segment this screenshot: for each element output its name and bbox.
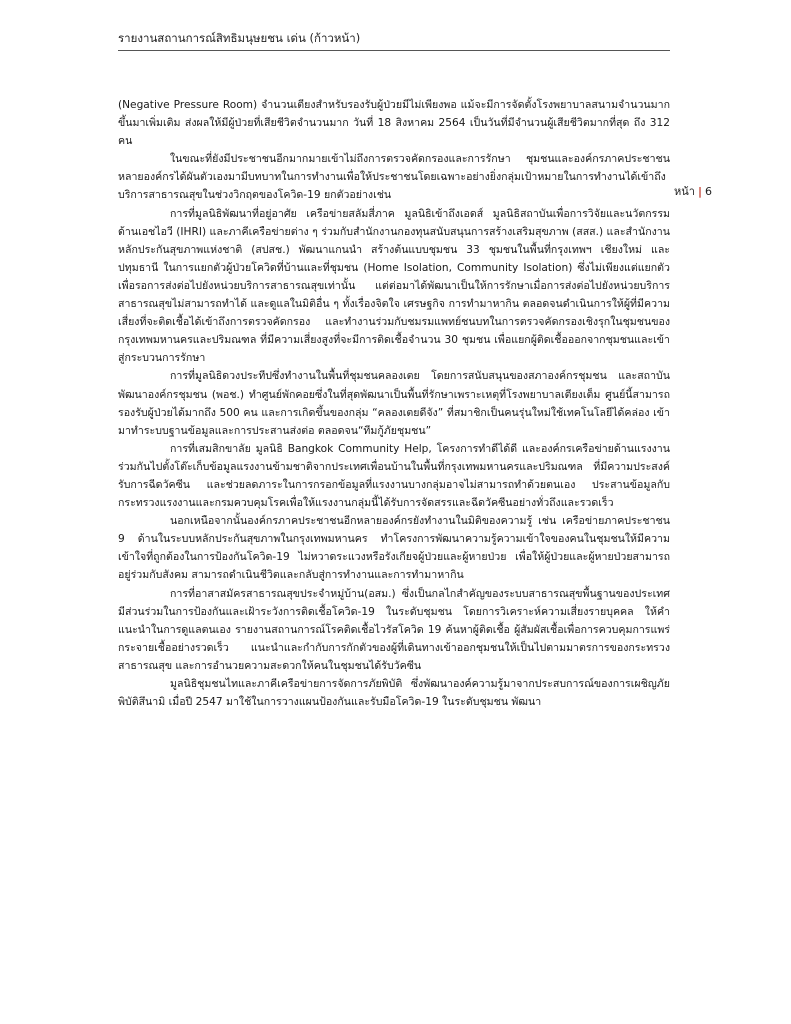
paragraph-6: นอกเหนือจากนั้นองค์กรภาคประชาชนอีกหลายองค์กรยังทำงานในมิติของความรู้ เช่น เครือข่ายภาคประชาชน 9 ด้านในระบบหลักประกันสุขภาพในกรุงเทพมหานคร ทำโครงการพัฒนาความรู้ความเข้าใจของคนในชุมชนให้มีความเข้าใจที่ถูกต้องในการป้องกันโควิด-19 ไม่หวาดระแวงหรือรังเกียจผู้ป่วยและผู้หายป่วย เพื่อให้ผู้ป่วยและผู้หายป่วยสามารถอยู่ร่วมกับสังคม สามารถดำเนินชีวิตและกลับสู่การทำงานและการทำมาหากิน	[118, 515, 670, 582]
header-divider	[118, 50, 670, 51]
paragraph-5: การที่เสมสิกขาลัย มูลนิธิ Bangkok Community Help, โครงการทำดีได้ดี และองค์กรเครือข่ายด้านแรงงานร่วมกันไปตั้งโต๊ะเก็บข้อมูลแรงงานข้ามชาติจากประเทศเพื่อนบ้านในพื้นที่กรุงเทพมหานครและปริมณฑล ที่มีความประสงค์รับการฉีดวัคซีน และช่วยลดภาระในการกรอกข้อมูลที่แรงงานบางกลุ่มอาจไม่สามารถทำด้วยตนเอง ประสานข้อมูลกับกระทรวงแรงงานและกรมควบคุมโรคเพื่อให้แรงงานกลุ่มนี้ได้รับการจัดสรรและฉีดวัคซีนอย่างทั่วถึงและรวดเร็ว	[118, 442, 670, 510]
document-body	[118, 96, 670, 711]
paragraph-3: การที่มูลนิธิพัฒนาที่อยู่อาศัย เครือข่ายสลัมสี่ภาค มูลนิธิเข้าถึงเอดส์ มูลนิธิสถาบันเพื่อการวิจัยและนวัตกรรมด้านเอชไอวี (IHRI) และภาคีเครือข่ายต่าง ๆ ร่วมกับสำนักงานกองทุนสนับสนุนการสร้างเสริมสุขภาพ (สสส.) และสำนักงานหลักประกันสุขภาพแห่งชาติ (สปสช.) พัฒนาแกนนำ สร้างต้นแบบชุมชน 33 ชุมชนในพื้นที่กรุงเทพฯ เชียงใหม่ และปทุมธานี ในการแยกตัวผู้ป่วยโควิดที่บ้านและที่ชุมชน (Home Isolation, Community Isolation) ซึ่งไม่เพียงแต่แยกตัวเพื่อรอการส่งต่อไปยังหน่วยบริการสาธารณสุขเท่านั้น แต่ต่อมาได้พัฒนาเป็นให้การรักษาเมื่อการส่งต่อไปยังหน่วยบริการสาธารณสุขไม่สามารถทำได้ และดูแลในมิติอื่น ๆ ทั้งเรื่องจิตใจ เศรษฐกิจ การทำมาหากิน ตลอดจนดำเนินการให้ผู้ที่มีความเสี่ยงที่จะติดเชื้อได้เข้าถึงการตรวจคัดกรอง และทำงานร่วมกับชมรมแพทย์ชนบทในการตรวจคัดกรองเชิงรุกในชุมชนของกรุงเทพมหานครและปริมณฑล ที่มีความเสี่ยงสูงที่จะมีการติดเชื้อจำนวน 30 ชุมชน เพื่อแยกผู้ติดเชื้อออกจากชุมชนและเข้าสู่กระบวนการรักษา	[118, 207, 670, 365]
paragraph-1: (Negative Pressure Room) จำนวนเตียงสำหรับรองรับผู้ป่วยมีไม่เพียงพอ แม้จะมีการจัดตั้งโรงพยาบาลสนามจำนวนมากขึ้นมาเพิ่มเติม ส่งผลให้มีผู้ป่วยที่เสียชีวิตจำนวนมาก วันที่ 18 สิงหาคม 2564 เป็นวันที่มีจำนวนผู้เสียชีวิตมากที่สุด ถึง 312 คน	[118, 99, 670, 148]
page-number-marker	[674, 182, 712, 200]
paragraph-7: การที่อาสาสมัครสาธารณสุขประจำหมู่บ้าน(อสม.) ซึ่งเป็นกลไกสำคัญของระบบสาธารณสุขพื้นฐานของประเทศมีส่วนร่วมในการป้องกันและเฝ้าระวังการติดเชื้อโควิด-19 ในระดับชุมชน โดยการวิเคราะห์ความเสี่ยงรายบุคคล ให้คำแนะนำในการดูแลตนเอง รายงานสถานการณ์โรคติดเชื้อไวรัสโควิด 19 ค้นหาผู้ติดเชื้อ ผู้สัมผัสเชื้อเพื่อการควบคุมการแพร่กระจายเชื้ออย่างรวดเร็ว แนะนำและกำกับการกักตัวของผู้ที่เดินทางเข้าออกชุมชนให้เป็นไปตามมาตรการของกระทรวงสาธารณสุข และการอำนวยความสะดวกให้คนในชุมชนได้รับวัคซีน	[118, 587, 670, 672]
running-header: รายงานสถานการณ์สิทธิมนุษยชน เด่น (ก้าวหน้า)	[118, 31, 361, 45]
paragraph-2: ในขณะที่ยังมีประชาชนอีกมากมายเข้าไม่ถึงการตรวจคัดกรองและการรักษา ชุมชนและองค์กรภาคประชาชนหลายองค์กรได้ผันตัวเองมามีบทบาทในการทำงานเพื่อให้ประชาชนโดยเฉพาะอย่างยิ่งกลุ่มเป้าหมายในการทำงานได้เข้าถึงบริการสาธารณสุขในช่วงวิกฤตของโควิด-19 ยกตัวอย่างเช่น	[118, 153, 670, 202]
page-label: หน้า	[674, 185, 695, 198]
page-separator: |	[697, 185, 702, 198]
paragraph-8: มูลนิธิชุมชนไทและภาคีเครือข่ายการจัดการภัยพิบัติ ซึ่งพัฒนาองค์ความรู้มาจากประสบการณ์ของการเผชิญภัยพิบัติสึนามิ เมื่อปี 2547 มาใช้ในการวางแผนป้องกันและรับมือโควิด-19 ในระดับชุมชน พัฒนา	[118, 678, 670, 709]
paragraph-4: การที่มูลนิธิดวงประทีปซึ่งทำงานในพื้นที่ชุมชนคลองเตย โดยการสนับสนุนของสภาองค์กรชุมชน และสถาบันพัฒนาองค์กรชุมชน (พอช.) ทำศูนย์พักคอยซึ่งในที่สุดพัฒนาเป็นพื้นที่รักษาเพราะเหตุที่โรงพยาบาลเตียงเต็ม ศูนย์นี้สามารถรองรับผู้ป่วยได้มากถึง 500 คน และการเกิดขึ้นของกลุ่ม “คลองเตยดีจัง” ที่สมาชิกเป็นคนรุ่นใหม่ใช้เทคโนโลยีได้คล่อง เข้ามาทำระบบฐานข้อมูลและการประสานส่งต่อ ตลอดจน“ทีมกู้ภัยชุมชน”	[118, 370, 670, 437]
page-number: 6	[704, 185, 712, 198]
